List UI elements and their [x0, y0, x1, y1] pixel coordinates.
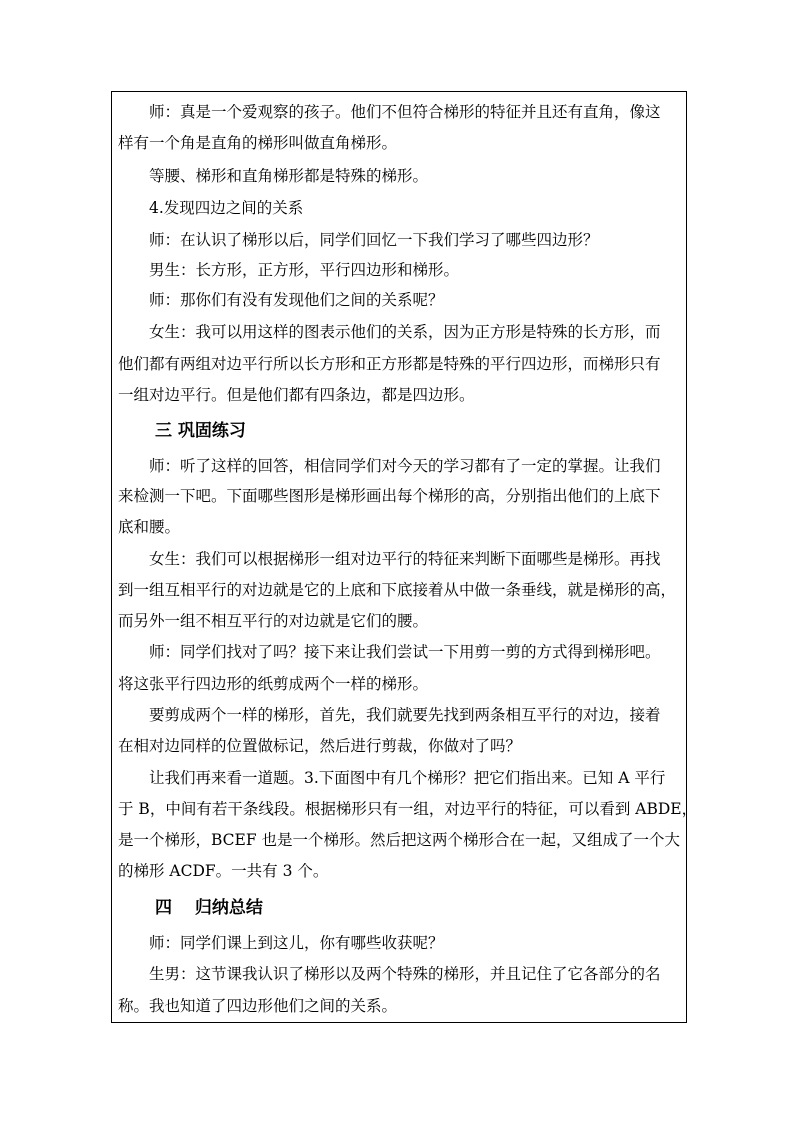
paragraph-line: 师：在认识了梯形以后，同学们回忆一下我们学习了哪些四边形？ [118, 231, 599, 249]
paragraph-line: 一组对边平行。但是他们都有四条边，都是四边形。 [118, 386, 475, 404]
paragraph-line: 在相对边同样的位置做标记，然后进行剪裁，你做对了吗？ [118, 737, 522, 755]
paragraph-line: 将这张平行四边形的纸剪成两个一样的梯形。 [118, 675, 429, 693]
paragraph-line: 称。我也知道了四边形他们之间的关系。 [118, 997, 398, 1015]
section-heading-summary: 四 归纳总结 [155, 898, 263, 918]
paragraph-line: 师：听了这样的回答，相信同学们对今天的学习都有了一定的掌握。让我们 [118, 457, 661, 475]
paragraph-line: 等腰、梯形和直角梯形都是特殊的梯形。 [118, 167, 429, 185]
paragraph-line: 师：同学们课上到这儿，你有哪些收获呢？ [118, 934, 444, 952]
paragraph-line: 的梯形 ACDF。一共有 3 个。 [118, 862, 329, 880]
paragraph-line: 师：那你们有没有发现他们之间的关系呢？ [118, 291, 444, 309]
paragraph-line: 师：同学们找对了吗？接下来让我们尝试一下用剪一剪的方式得到梯形吧。 [118, 643, 661, 661]
section-heading-practice: 三 巩固练习 [155, 421, 246, 441]
paragraph-line: 底和腰。 [118, 518, 181, 536]
paragraph-line: 4.发现四边之间的关系 [118, 199, 304, 217]
paragraph-line: 他们都有两组对边平行所以长方形和正方形都是特殊的平行四边形，而梯形只有 [118, 355, 661, 373]
paragraph-line: 要剪成两个一样的梯形，首先，我们就要先找到两条相互平行的对边，接着 [118, 706, 661, 724]
paragraph-line: 于 B，中间有若干条线段。根据梯形只有一组，对边平行的特征，可以看到 ABDE， [118, 800, 698, 818]
paragraph-line: 样有一个角是直角的梯形叫做直角梯形。 [118, 134, 398, 152]
paragraph-line: 而另外一组不相互平行的对边就是它们的腰。 [118, 612, 429, 630]
paragraph-line: 来检测一下吧。下面哪些图形是梯形画出每个梯形的高，分别指出他们的上底下 [118, 487, 661, 505]
paragraph-line: 师：真是一个爱观察的孩子。他们不但符合梯形的特征并且还有直角，像这 [118, 103, 661, 121]
paragraph-line: 女生：我可以用这样的图表示他们的关系，因为正方形是特殊的长方形，而 [118, 323, 661, 341]
paragraph-line: 让我们再来看一道题。3.下面图中有几个梯形？把它们指出来。已知 A 平行 [118, 769, 666, 787]
paragraph-line: 男生：长方形，正方形，平行四边形和梯形。 [118, 261, 460, 279]
paragraph-line: 生男：这节课我认识了梯形以及两个特殊的梯形，并且记住了它各部分的名 [118, 965, 661, 983]
paragraph-line: 女生：我们可以根据梯形一组对边平行的特征来判断下面哪些是梯形。再找 [118, 550, 661, 568]
paragraph-line: 是一个梯形，BCEF 也是一个梯形。然后把这两个梯形合在一起，又组成了一个大 [118, 831, 681, 849]
paragraph-line: 到一组互相平行的对边就是它的上底和下底接着从中做一条垂线，就是梯形的高， [118, 581, 677, 599]
